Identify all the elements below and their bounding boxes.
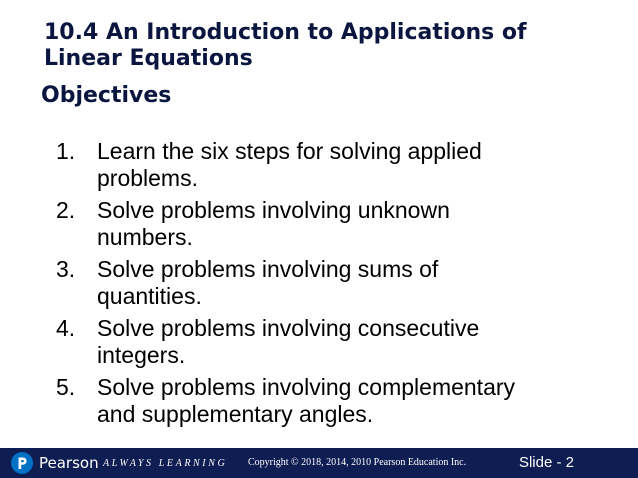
objective-text-line: Solve problems involving sums of [97,256,439,282]
objective-text-line: numbers. [97,224,193,250]
objective-text-line: integers. [97,342,186,368]
objective-number: 4. [56,315,76,341]
objective-item-1 [56,138,626,192]
objective-text-line: Solve problems involving unknown [97,197,450,223]
title-line-2: Linear Equations [44,46,253,71]
footer-bar [0,448,638,478]
objective-item-5 [56,374,626,428]
objective-text-line: Solve problems involving consecutive [97,315,480,341]
objective-text-line: and supplementary angles. [97,401,374,427]
objective-text-line: problems. [97,165,198,191]
objectives-heading: Objectives [41,83,172,108]
tagline: ALWAYS LEARNING [103,458,228,469]
slide-number: Slide - 2 [518,454,574,471]
objective-number: 2. [56,197,76,223]
objective-number: 5. [56,374,76,400]
objective-number: 3. [56,256,76,282]
objective-text-line: quantities. [97,283,202,309]
pearson-logo-icon [11,452,33,474]
objectives-list [56,138,626,433]
copyright-notice: Copyright © 2018, 2014, 2010 Pearson Education Inc. [248,457,467,468]
objective-item-3 [56,256,626,310]
title-line-1: 10.4 An Introduction to Applications of [44,20,527,45]
objective-item-4 [56,315,626,369]
slide-title [44,20,604,72]
brand-name: Pearson [39,454,99,472]
objective-number: 1. [56,138,76,164]
objective-text-line: Solve problems involving complementary [97,374,516,400]
objective-text-line: Learn the six steps for solving applied [97,138,482,164]
objective-item-2 [56,197,626,251]
